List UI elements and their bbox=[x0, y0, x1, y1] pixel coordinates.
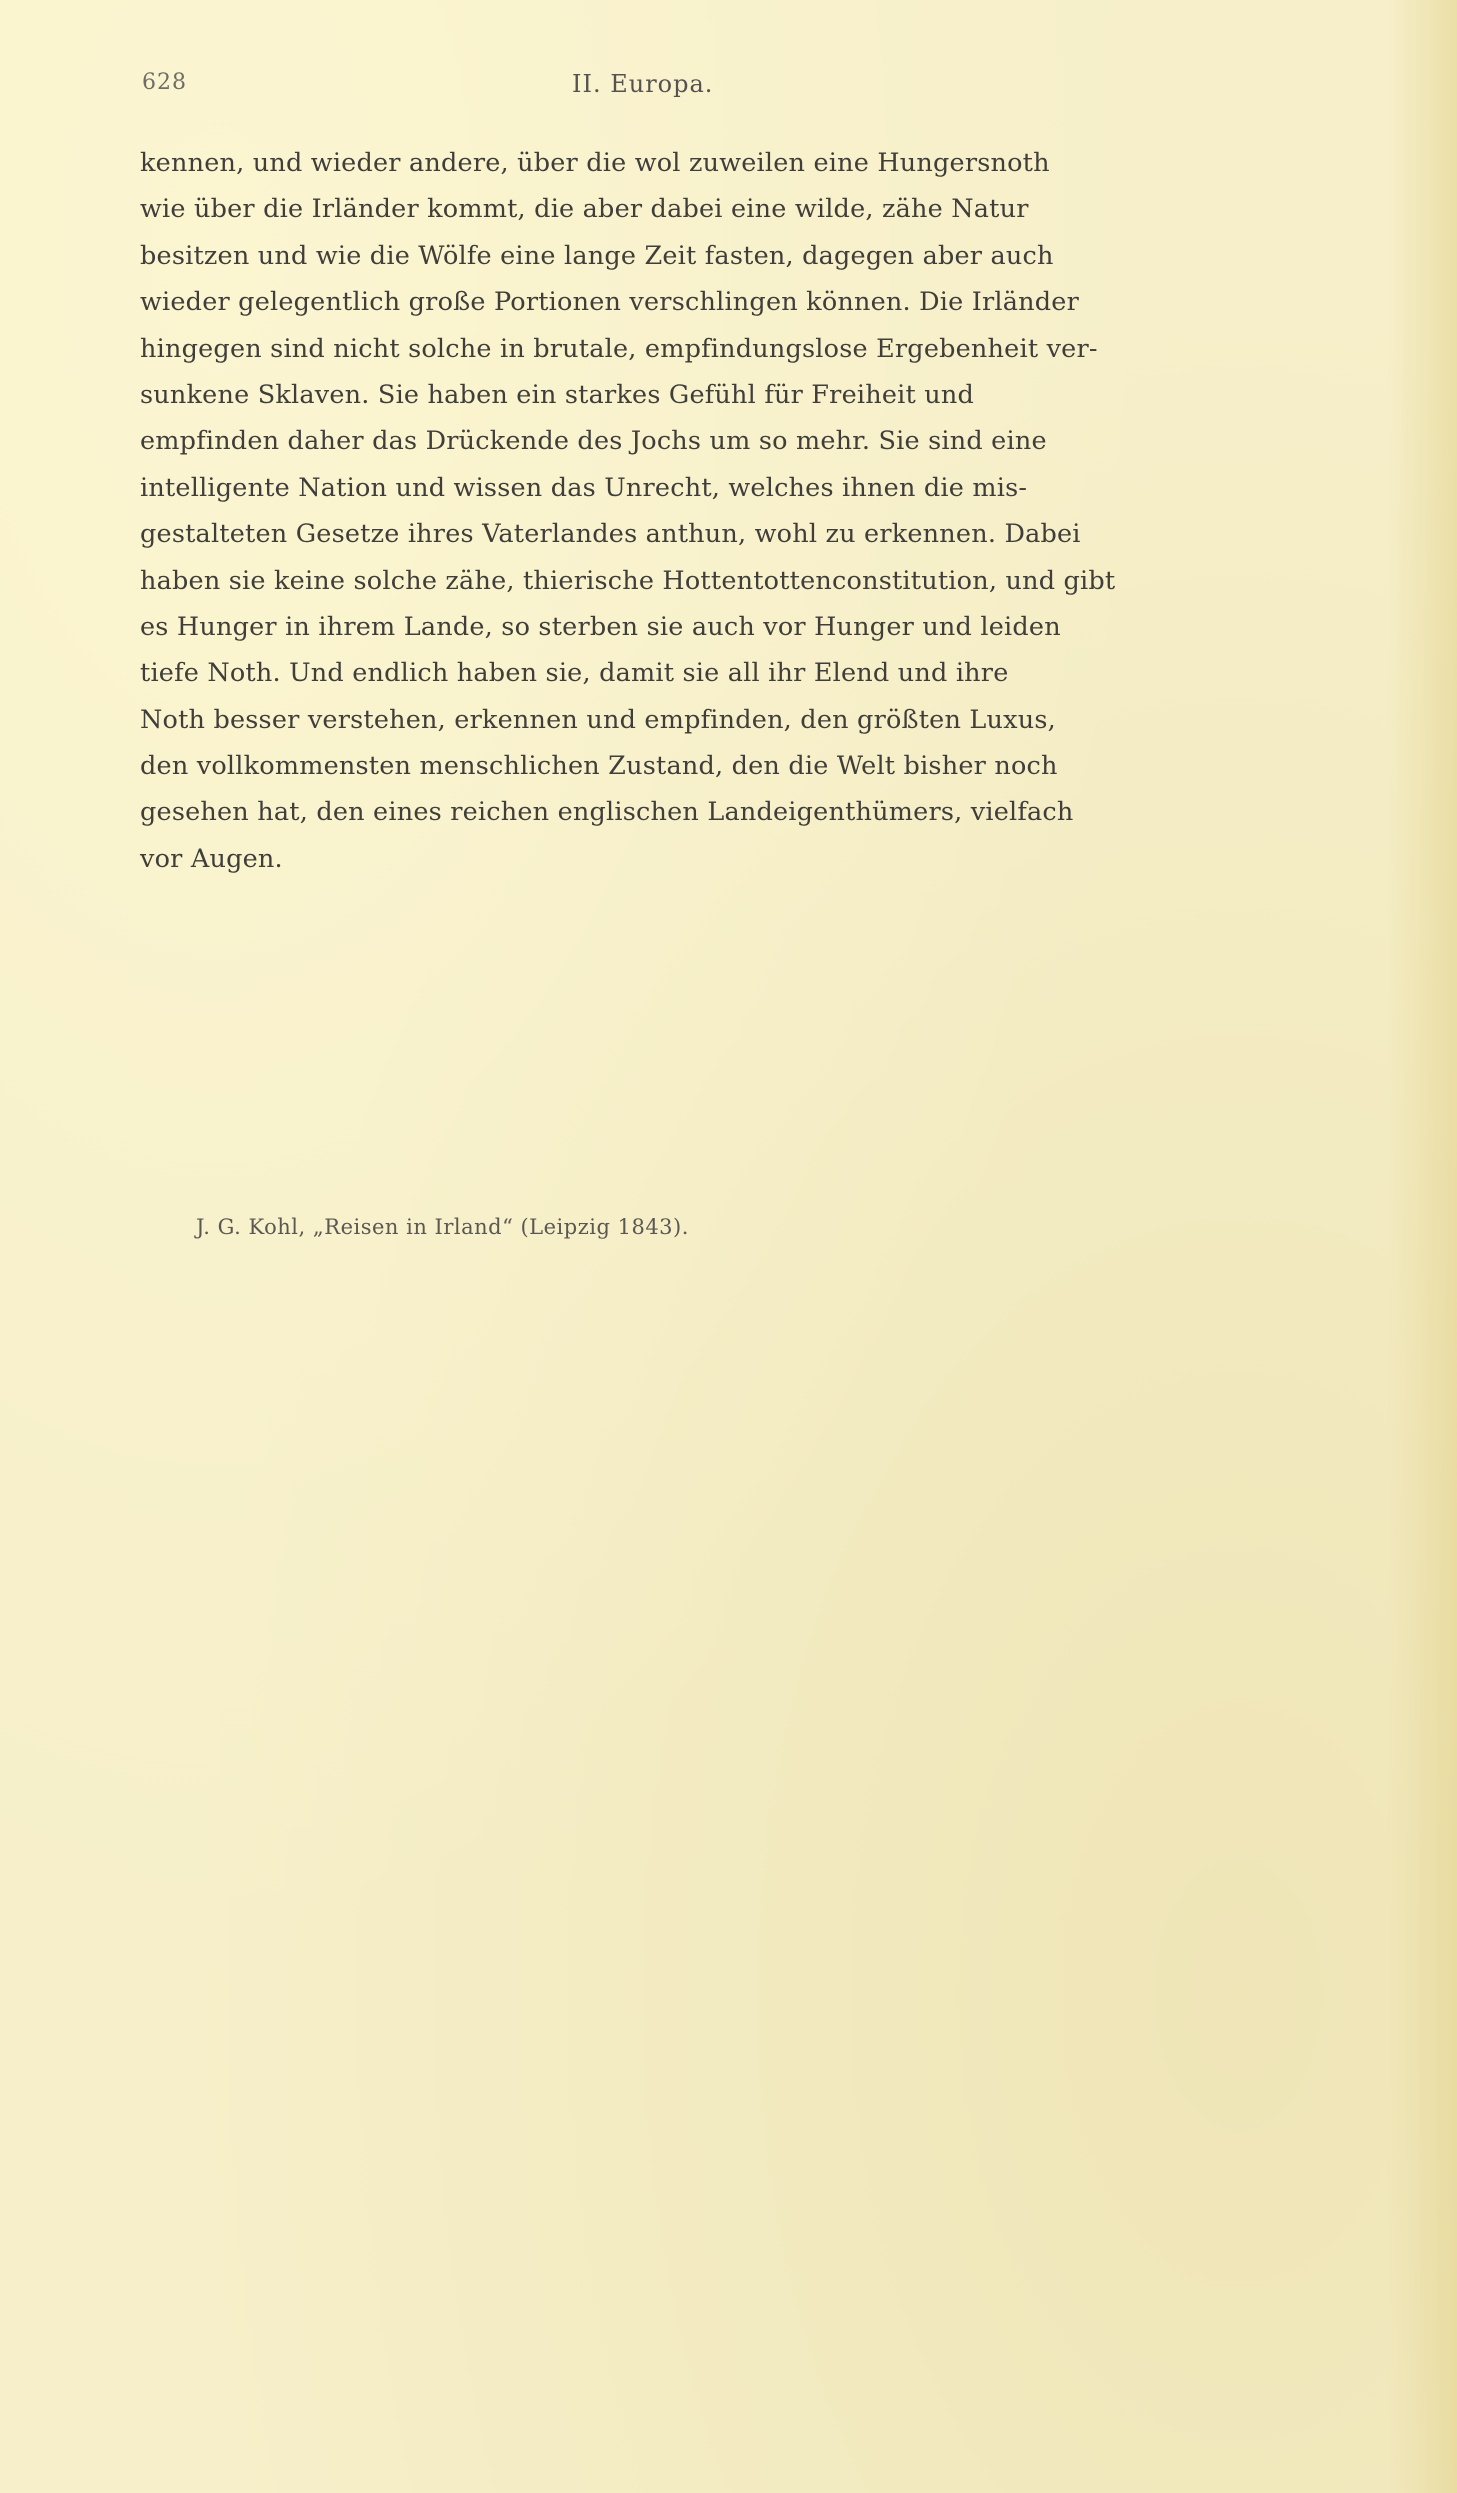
citation: J. G. Kohl, „Reisen in Irland“ (Leipzig 1843). bbox=[196, 1215, 689, 1239]
text-line: tiefe Noth. Und endlich haben sie, damit sie all ihr Elend und ihre bbox=[140, 658, 1009, 689]
text-line: es Hunger in ihrem Lande, so sterben sie auch vor Hunger und leiden bbox=[140, 611, 1061, 642]
text-line: gestalteten Gesetze ihres Vaterlandes anthun, wohl zu erkennen. Dabei bbox=[140, 519, 1081, 550]
text-line: wie über die Irländer kommt, die aber dabei eine wilde, zähe Natur bbox=[140, 194, 1029, 225]
page-header bbox=[142, 70, 1322, 110]
running-head: II. Europa. bbox=[572, 70, 714, 98]
text-line: sunkene Sklaven. Sie haben ein starkes Gefühl für Freiheit und bbox=[140, 379, 975, 410]
text-line: besitzen und wie die Wölfe eine lange Zeit fasten, dagegen aber auch bbox=[140, 240, 1054, 271]
text-line: kennen, und wieder andere, über die wol zuweilen eine Hungersnoth bbox=[140, 148, 1050, 178]
page-edge-discoloration bbox=[1387, 0, 1457, 2493]
text-line: den vollkommensten menschlichen Zustand, den die Welt bisher noch bbox=[140, 751, 1058, 782]
text-line: gesehen hat, den eines reichen englischen Landeigenthümers, vielfach bbox=[140, 797, 1074, 828]
body-text bbox=[140, 140, 1330, 882]
page-number: 628 bbox=[142, 70, 187, 95]
text-line: Noth besser verstehen, erkennen und empfinden, den größten Luxus, bbox=[140, 704, 1056, 735]
text-line: haben sie keine solche zähe, thierische Hottentottenconstitution, und gibt bbox=[140, 565, 1116, 596]
text-line: hingegen sind nicht solche in brutale, empfindungslose Ergebenheit ver- bbox=[140, 333, 1098, 364]
text-line: empfinden daher das Drückende des Jochs um so mehr. Sie sind eine bbox=[140, 426, 1047, 457]
text-line: intelligente Nation und wissen das Unrecht, welches ihnen die mis- bbox=[140, 472, 1028, 503]
text-line: vor Augen. bbox=[140, 843, 283, 874]
text-line: wieder gelegentlich große Portionen verschlingen können. Die Irländer bbox=[140, 287, 1079, 318]
